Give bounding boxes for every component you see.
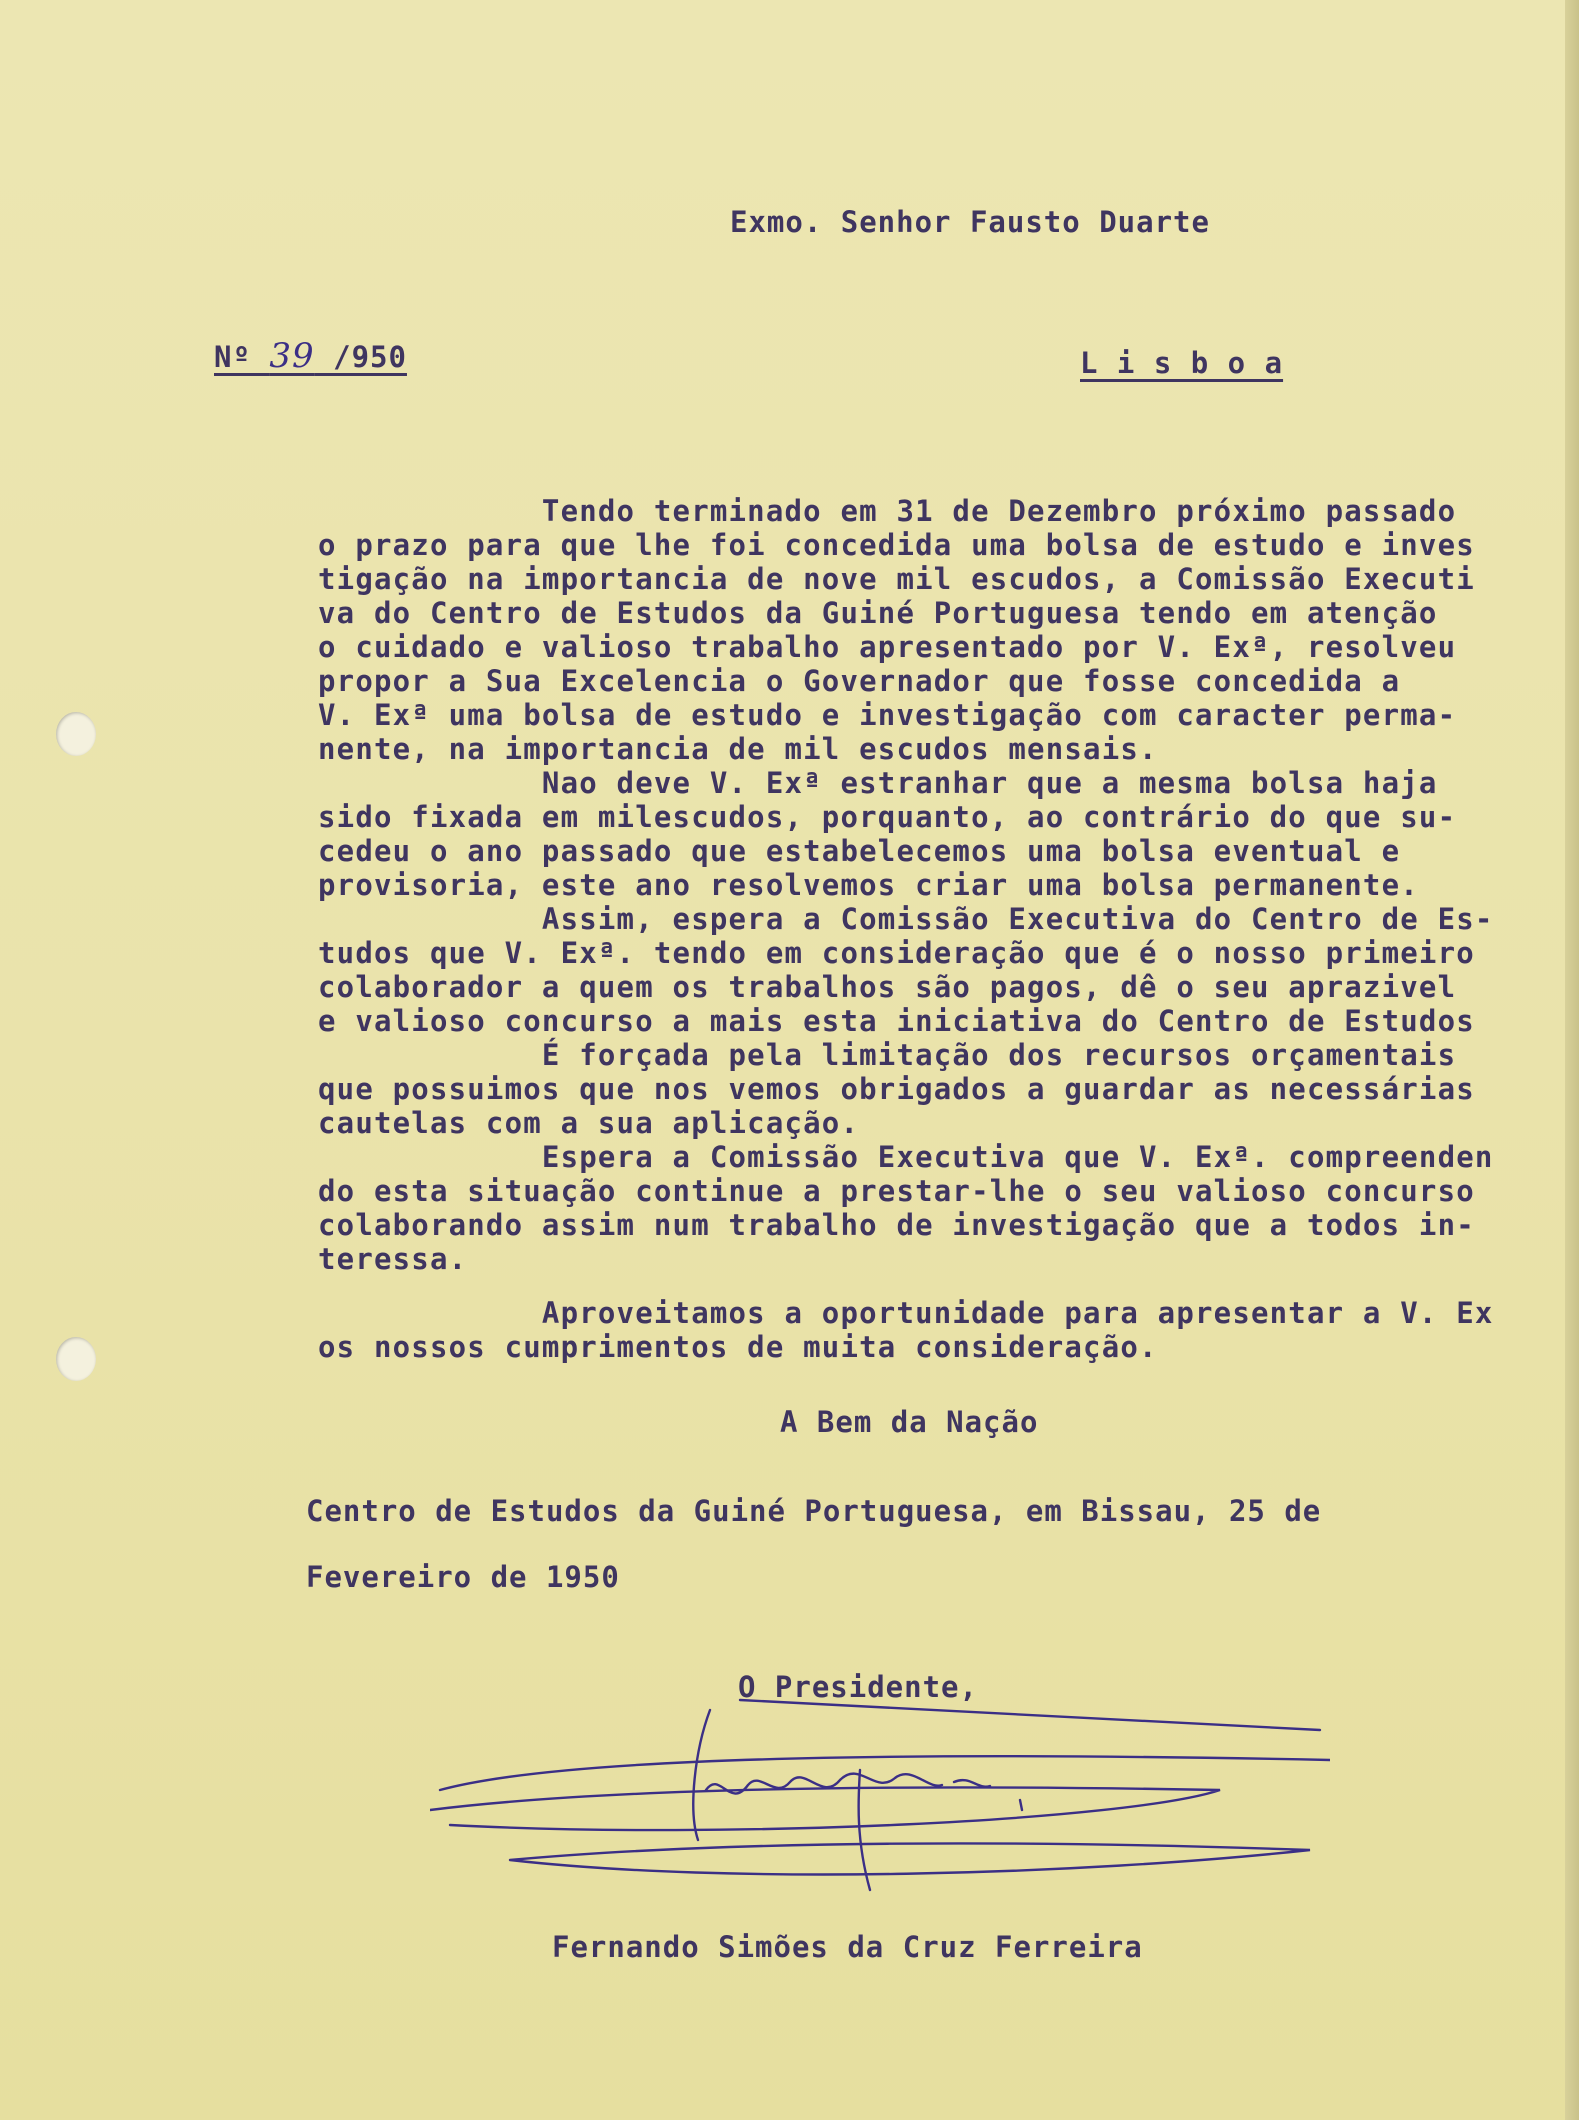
closing-line: os nossos cumprimentos de muita consideração. (318, 1330, 1158, 1364)
body-line: Assim, espera a Comissão Executiva do Centro de Es- (318, 902, 1494, 936)
dateline-second: Fevereiro de 1950 (306, 1560, 620, 1594)
body-line: cautelas com a sua aplicação. (318, 1106, 860, 1140)
letter-body (318, 494, 1548, 1364)
dateline-first: Centro de Estudos da Guiné Portuguesa, em Bissau, 25 de (306, 1494, 1322, 1528)
body-line: e valioso concurso a mais esta iniciativa do Centro de Estudos (318, 1004, 1475, 1038)
body-line: tigação na importancia de nove mil escudos, a Comissão Executi (318, 562, 1475, 596)
addressee-line: Exmo. Senhor Fausto Duarte (730, 205, 1210, 239)
body-line: va do Centro de Estudos da Guiné Portuguesa tendo em atenção (318, 596, 1438, 630)
paper-edge (1565, 0, 1579, 2120)
body-line: o prazo para que lhe foi concedida uma bolsa de estudo e inves (318, 528, 1475, 562)
body-line: Tendo terminado em 31 de Dezembro próximo passado (318, 494, 1457, 528)
punch-hole-upper (56, 712, 96, 756)
body-line: que possuimos que nos vemos obrigados a guardar as necessárias (318, 1072, 1475, 1106)
body-line: propor a Sua Excelencia o Governador que fosse concedida a (318, 664, 1401, 698)
body-line: o cuidado e valioso trabalho apresentado por V. Exª, resolveu (318, 630, 1457, 664)
punch-hole-lower (56, 1337, 96, 1381)
signer-title: O Presidente, (738, 1670, 978, 1704)
place-heading: L i s b o a (1080, 346, 1284, 380)
body-line: colaborando assim num trabalho de investigação que a todos in- (318, 1208, 1475, 1242)
body-line: Nao deve V. Exª estranhar que a mesma bolsa haja (318, 766, 1438, 800)
body-line: sido fixada em milescudos, porquanto, ao contrário do que su- (318, 800, 1457, 834)
body-line: V. Exª uma bolsa de estudo e investigação com caracter perma- (318, 698, 1457, 732)
body-line: Espera a Comissão Executiva que V. Exª. compreenden (318, 1140, 1494, 1174)
body-line: nente, na importancia de mil escudos mensais. (318, 732, 1158, 766)
body-line: tudos que V. Exª. tendo em consideração que é o nosso primeiro (318, 936, 1475, 970)
ref-prefix: Nº (214, 340, 270, 374)
body-line: colaborador a quem os trabalhos são pagos, dê o seu aprazivel (318, 970, 1457, 1004)
handwritten-signature (430, 1690, 1330, 1910)
salutation: A Bem da Nação (780, 1405, 1039, 1439)
ref-handwritten-number: 39 (269, 336, 315, 376)
body-line: teressa. (318, 1242, 468, 1276)
signer-name: Fernando Simões da Cruz Ferreira (552, 1930, 1143, 1964)
body-line: cedeu o ano passado que estabelecemos uma bolsa eventual e (318, 834, 1401, 868)
body-line: É forçada pela limitação dos recursos orçamentais (318, 1038, 1457, 1072)
body-line: provisoria, este ano resolvemos criar uma bolsa permanente. (318, 868, 1419, 902)
closing-line: Aproveitamos a oportunidade para apresentar a V. Ex (318, 1296, 1494, 1330)
reference-number (214, 336, 407, 376)
ref-suffix: /950 (314, 340, 407, 374)
body-line: do esta situação continue a prestar-lhe o seu valioso concurso (318, 1174, 1475, 1208)
